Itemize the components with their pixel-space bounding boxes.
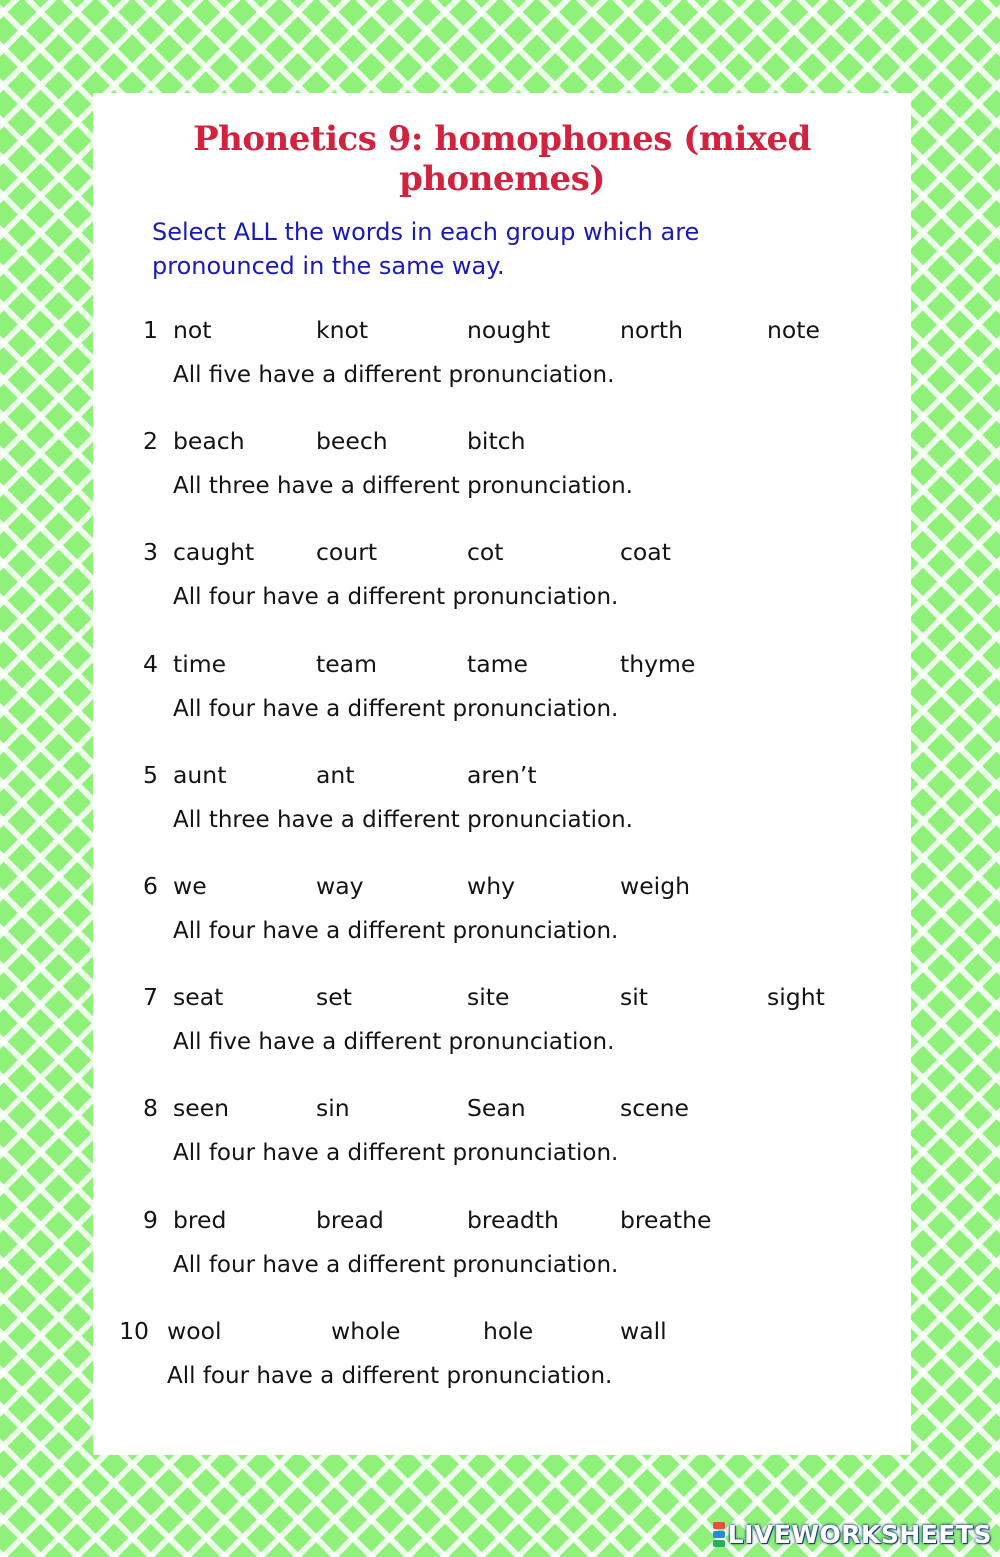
word-option[interactable]: time xyxy=(173,650,227,678)
answer-option[interactable]: All four have a different pronunciation. xyxy=(173,918,619,944)
word-option[interactable]: cot xyxy=(467,538,504,566)
answer-option[interactable]: All four have a different pronunciation. xyxy=(173,1140,619,1166)
word-option[interactable]: ant xyxy=(316,761,355,789)
word-option[interactable]: beech xyxy=(316,427,388,455)
question-number: 10 xyxy=(119,1317,149,1345)
word-option[interactable]: way xyxy=(316,872,364,900)
word-option[interactable]: bred xyxy=(173,1206,227,1234)
word-option[interactable]: scene xyxy=(620,1094,689,1122)
word-option[interactable]: breathe xyxy=(620,1206,712,1234)
answer-option[interactable]: All four have a different pronunciation. xyxy=(173,696,619,722)
word-option[interactable]: set xyxy=(316,983,352,1011)
word-option[interactable]: seen xyxy=(173,1094,230,1122)
answer-option[interactable]: All four have a different pronunciation. xyxy=(167,1363,613,1389)
answer-option[interactable]: All four have a different pronunciation. xyxy=(173,584,619,610)
question-number: 2 xyxy=(143,427,158,455)
word-option[interactable]: weigh xyxy=(620,872,691,900)
question-number: 1 xyxy=(143,316,158,344)
brand-text: LIVEWORKSHEETS xyxy=(727,1520,992,1549)
answer-option[interactable]: All three have a different pronunciation. xyxy=(173,807,633,833)
word-option[interactable]: not xyxy=(173,316,212,344)
word-option[interactable]: wall xyxy=(620,1317,667,1345)
word-option[interactable]: court xyxy=(316,538,378,566)
word-option[interactable]: knot xyxy=(316,316,369,344)
word-option[interactable]: breadth xyxy=(467,1206,559,1234)
word-option[interactable]: Sean xyxy=(467,1094,526,1122)
word-option[interactable]: we xyxy=(173,872,207,900)
question-number: 9 xyxy=(143,1206,158,1234)
word-option[interactable]: sin xyxy=(316,1094,350,1122)
word-option[interactable]: caught xyxy=(173,538,255,566)
liveworksheets-logo-icon xyxy=(713,1521,725,1548)
word-option[interactable]: hole xyxy=(483,1317,534,1345)
word-option[interactable]: thyme xyxy=(620,650,696,678)
word-option[interactable]: bitch xyxy=(467,427,526,455)
question-number: 6 xyxy=(143,872,158,900)
question-number: 8 xyxy=(143,1094,158,1122)
page-title: Phonetics 9: homophones (mixed phonemes) xyxy=(193,119,811,199)
word-option[interactable]: sight xyxy=(767,983,825,1011)
question-number: 3 xyxy=(143,538,158,566)
word-option[interactable]: seat xyxy=(173,983,224,1011)
word-option[interactable]: sit xyxy=(620,983,648,1011)
answer-option[interactable]: All three have a different pronunciation. xyxy=(173,473,633,499)
instruction-text: Select ALL the words in each group which are pronounced in the same way. xyxy=(152,218,700,280)
word-option[interactable]: tame xyxy=(467,650,528,678)
word-option[interactable]: nought xyxy=(467,316,551,344)
word-option[interactable]: why xyxy=(467,872,516,900)
word-option[interactable]: aunt xyxy=(173,761,227,789)
answer-option[interactable]: All five have a different pronunciation. xyxy=(173,362,615,388)
word-option[interactable]: team xyxy=(316,650,377,678)
word-option[interactable]: whole xyxy=(331,1317,401,1345)
word-option[interactable]: north xyxy=(620,316,684,344)
liveworksheets-logo xyxy=(713,1520,992,1549)
question-number: 7 xyxy=(143,983,158,1011)
answer-option[interactable]: All five have a different pronunciation. xyxy=(173,1029,615,1055)
word-option[interactable]: beach xyxy=(173,427,245,455)
word-option[interactable]: wool xyxy=(167,1317,222,1345)
word-option[interactable]: aren’t xyxy=(467,761,537,789)
word-option[interactable]: coat xyxy=(620,538,671,566)
word-option[interactable]: site xyxy=(467,983,510,1011)
word-option[interactable]: note xyxy=(767,316,820,344)
word-option[interactable]: bread xyxy=(316,1206,384,1234)
question-number: 4 xyxy=(143,650,158,678)
worksheet-panel xyxy=(93,93,911,1455)
answer-option[interactable]: All four have a different pronunciation. xyxy=(173,1252,619,1278)
question-number: 5 xyxy=(143,761,158,789)
